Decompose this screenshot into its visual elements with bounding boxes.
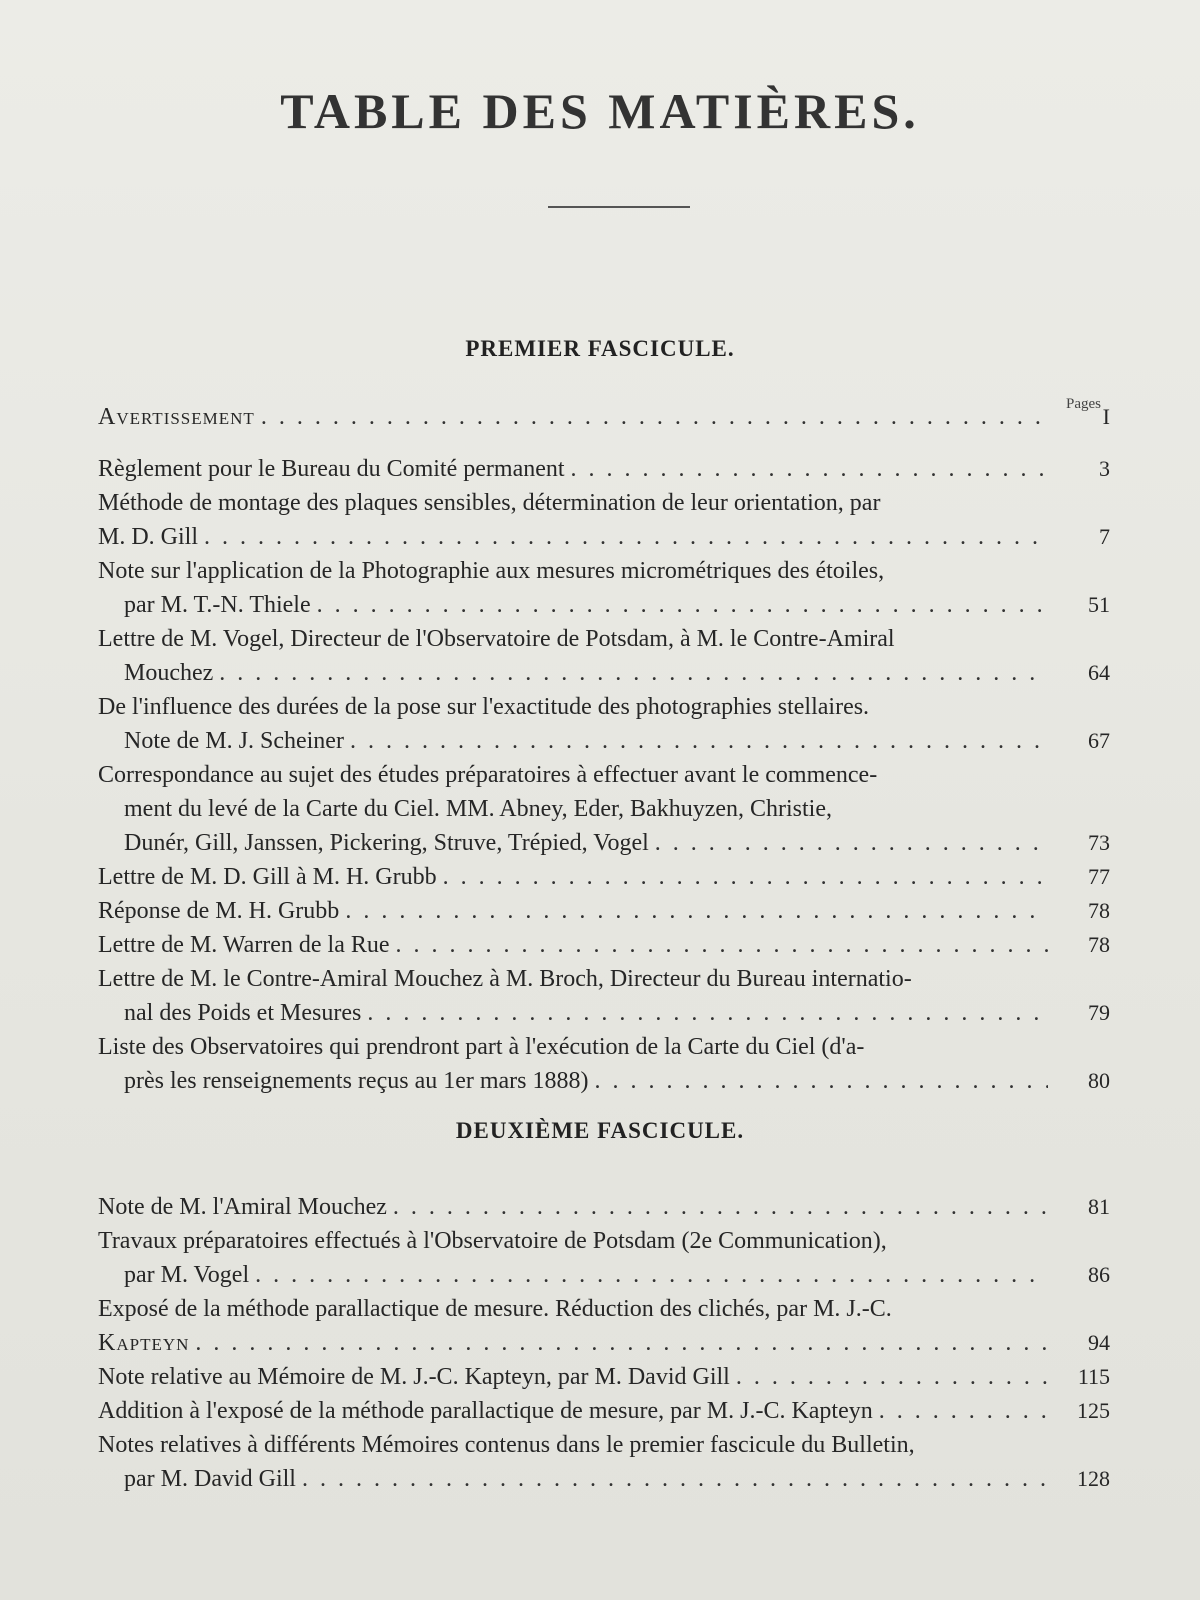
leader-dots: [879, 1394, 1048, 1428]
entry-text: Lettre de M. D. Gill à M. H. Grubb: [98, 864, 437, 890]
entry-text: Note de M. l'Amiral Mouchez: [98, 1194, 387, 1220]
leader-dots: [736, 1360, 1048, 1394]
entry-text: Addition à l'exposé de la méthode parallactique de mesure, par M. J.-C. Kapteyn: [98, 1398, 873, 1424]
leader-dots: [443, 860, 1048, 894]
leader-dots: [350, 724, 1048, 758]
page-number: 7: [1099, 524, 1110, 549]
leader-dots: [255, 1258, 1048, 1292]
page-number: 78: [1088, 932, 1110, 957]
title-divider: [548, 206, 690, 208]
entry-text: De l'influence des durées de la pose sur l'exactitude des photographies stellaires.: [98, 694, 870, 720]
toc-entry: [98, 894, 1110, 928]
leader-dots: [195, 1326, 1048, 1360]
entry-text: M. D. Gill: [98, 524, 199, 550]
page-number: 86: [1088, 1262, 1110, 1287]
toc-entry: [98, 860, 1110, 894]
leader-dots: [204, 520, 1048, 554]
entry-text: près les renseignements reçus au 1er mars 1888): [124, 1068, 589, 1094]
leader-dots: [219, 656, 1048, 690]
page-number: 77: [1088, 864, 1110, 889]
page-number: 64: [1088, 660, 1110, 685]
entry-text: Note de M. J. Scheiner: [124, 728, 344, 754]
entry-text: Correspondance au sujet des études préparatoires à effectuer avant le commence-: [98, 762, 878, 788]
leader-dots: [655, 826, 1048, 860]
page-number: 51: [1088, 592, 1110, 617]
page-number: 67: [1088, 728, 1110, 753]
toc-entry: [98, 1292, 1110, 1360]
entry-text: Mouchez: [124, 660, 214, 686]
page-number: I: [1102, 404, 1110, 429]
toc-entry: [98, 690, 1110, 758]
leader-dots: [571, 452, 1048, 486]
pages-column-label: Pages: [1066, 396, 1101, 412]
leader-dots: [396, 928, 1048, 962]
toc-entry: [98, 1428, 1110, 1496]
entry-text: par M. T.-N. Thiele: [124, 592, 311, 618]
entry-text: Exposé de la méthode parallactique de mesure. Réduction des clichés, par M. J.-C.: [98, 1296, 892, 1322]
page-number: 81: [1088, 1194, 1110, 1219]
entry-text: Règlement pour le Bureau du Comité permanent: [98, 456, 565, 482]
entry-text: Lettre de M. le Contre-Amiral Mouchez à M. Broch, Directeur du Bureau internatio-: [98, 966, 912, 992]
entry-text: Note relative au Mémoire de M. J.-C. Kapteyn, par M. David Gill: [98, 1364, 730, 1390]
entry-text: Avertissement: [98, 404, 255, 430]
entry-text: nal des Poids et Mesures: [124, 1000, 362, 1026]
toc-entry: [98, 962, 1110, 1030]
entry-text: par M. David Gill: [124, 1466, 296, 1492]
page-number: 128: [1077, 1466, 1110, 1491]
entry-text: Lettre de M. Warren de la Rue: [98, 932, 390, 958]
page-number: 94: [1088, 1330, 1110, 1355]
toc-entry: [98, 486, 1110, 554]
entry-text: Note sur l'application de la Photographie aux mesures micrométriques des étoiles,: [98, 558, 885, 584]
page-number: 115: [1077, 1364, 1110, 1389]
entry-text: Lettre de M. Vogel, Directeur de l'Observatoire de Potsdam, à M. le Contre-Amiral: [98, 626, 895, 652]
page-number: 79: [1088, 1000, 1110, 1025]
entry-text: Notes relatives à différents Mémoires contenus dans le premier fascicule du Bulletin,: [98, 1432, 915, 1458]
leader-dots: [317, 588, 1048, 622]
page-number: 78: [1088, 898, 1110, 923]
toc-entry: [98, 1030, 1110, 1098]
entry-text: Réponse de M. H. Grubb: [98, 898, 340, 924]
leader-dots: [261, 400, 1048, 434]
toc-entry: [98, 1224, 1110, 1292]
page-number: 125: [1077, 1398, 1110, 1423]
toc-entry: [98, 622, 1110, 690]
entry-text: par M. Vogel: [124, 1262, 250, 1288]
leader-dots: [367, 996, 1048, 1030]
leader-dots: [302, 1462, 1048, 1496]
leader-dots: [393, 1190, 1048, 1224]
toc-entry: [98, 1360, 1110, 1394]
entry-text: Travaux préparatoires effectués à l'Observatoire de Potsdam (2e Communication),: [98, 1228, 887, 1254]
toc-entry: [98, 452, 1110, 486]
leader-dots: [345, 894, 1048, 928]
section-heading-2: DEUXIÈME FASCICULE.: [455, 1118, 745, 1143]
toc-entry: [98, 758, 1110, 860]
page-number: 80: [1088, 1068, 1110, 1093]
toc-entry: [98, 1394, 1110, 1428]
page-number: 3: [1099, 456, 1110, 481]
leader-dots: [595, 1064, 1048, 1098]
page-number: 73: [1088, 830, 1110, 855]
entry-text: Dunér, Gill, Janssen, Pickering, Struve, Trépied, Vogel: [124, 830, 649, 856]
entry-text: Liste des Observatoires qui prendront part à l'exécution de la Carte du Ciel (d'a-: [98, 1034, 865, 1060]
toc-entry: [98, 554, 1110, 622]
toc-entry: [98, 400, 1110, 434]
section-heading-1: PREMIER FASCICULE.: [465, 336, 735, 361]
entry-text: ment du levé de la Carte du Ciel. MM. Abney, Eder, Bakhuyzen, Christie,: [124, 796, 832, 822]
entry-text: Méthode de montage des plaques sensibles, détermination de leur orientation, par: [98, 490, 881, 516]
toc-entry: [98, 928, 1110, 962]
toc-entry: [98, 1190, 1110, 1224]
entry-text: Kapteyn: [98, 1330, 190, 1356]
page-title: TABLE DES MATIÈRES.: [280, 83, 920, 139]
